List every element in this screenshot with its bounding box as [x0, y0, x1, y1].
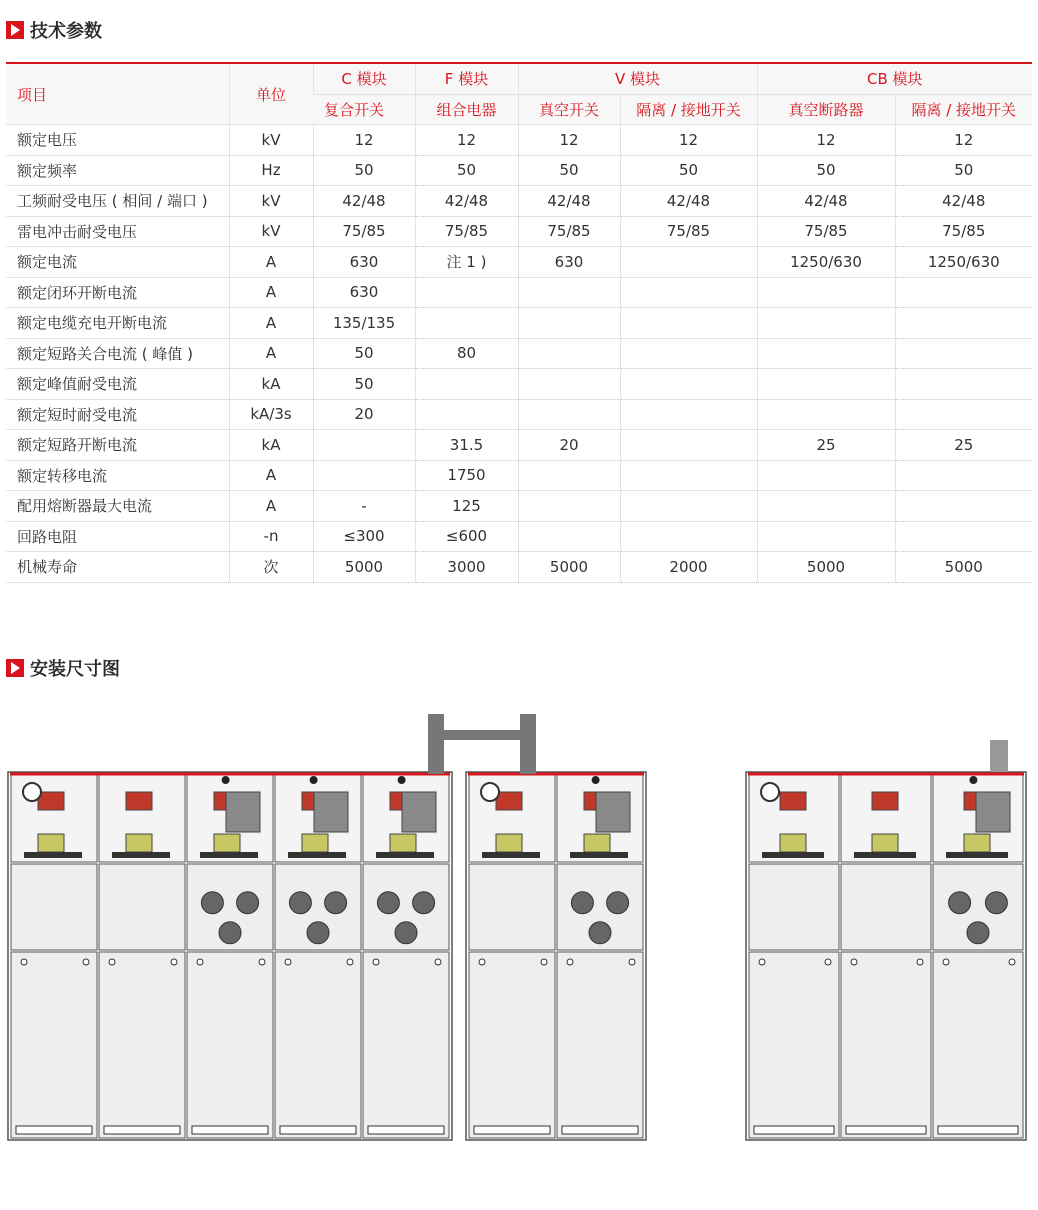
cell-value: 630: [313, 247, 415, 278]
indicator-block: [302, 834, 328, 852]
cell-value: [518, 521, 620, 552]
table-row: [6, 399, 1032, 430]
table-row: [6, 460, 1032, 491]
header-item: 项目: [6, 63, 229, 125]
cell-value: 50: [518, 155, 620, 186]
cell-value: [415, 369, 518, 400]
cell-value: 75/85: [895, 216, 1032, 247]
cell-value: [313, 460, 415, 491]
fuse-knob: [219, 922, 241, 944]
cell-unit: kA: [229, 369, 313, 400]
status-lamp: [310, 776, 318, 784]
table-row: [6, 277, 1032, 308]
cell-item: 回路电阻: [6, 521, 229, 552]
cell-value: [518, 338, 620, 369]
cell-value: [757, 521, 895, 552]
cell-item: 雷电冲击耐受电压: [6, 216, 229, 247]
cell-value: 12: [518, 125, 620, 156]
screw: [567, 959, 573, 965]
base-bar: [938, 1126, 1018, 1134]
cell-item: 额定转移电流: [6, 460, 229, 491]
header-sub: 真空断路器: [757, 94, 895, 125]
panel-door: [363, 952, 449, 1138]
cell-value: 12: [415, 125, 518, 156]
indicator-block: [38, 834, 64, 852]
cell-value: 12: [620, 125, 757, 156]
cell-value: 5000: [757, 552, 895, 583]
cell-item: 额定短时耐受电流: [6, 399, 229, 430]
terminal-strip: [112, 852, 170, 858]
cell-value: 135/135: [313, 308, 415, 339]
cell-value: [620, 277, 757, 308]
fuse-knob: [377, 892, 399, 914]
status-lamp: [398, 776, 406, 784]
indicator-block: [496, 834, 522, 852]
cell-value: [620, 491, 757, 522]
header-unit: 单位: [229, 63, 313, 125]
indicator-block: [126, 834, 152, 852]
cell-item: 工频耐受电压 ( 相间 / 端口 ): [6, 186, 229, 217]
cell-value: 注 1 ): [415, 247, 518, 278]
screw: [373, 959, 379, 965]
indicator-block: [780, 792, 806, 810]
cell-value: [620, 247, 757, 278]
cell-value: [895, 460, 1032, 491]
cell-unit: kV: [229, 186, 313, 217]
cell-value: 630: [313, 277, 415, 308]
cell-unit: A: [229, 460, 313, 491]
cell-value: 1750: [415, 460, 518, 491]
cell-item: 额定短路开断电流: [6, 430, 229, 461]
cell-value: [518, 369, 620, 400]
cell-value: 12: [895, 125, 1032, 156]
fuse-knob: [949, 892, 971, 914]
mechanism-block: [402, 792, 436, 832]
panel-door: [749, 952, 839, 1138]
terminal-strip: [200, 852, 258, 858]
cell-value: 50: [620, 155, 757, 186]
screw: [197, 959, 203, 965]
terminal-strip: [482, 852, 540, 858]
cell-value: -: [313, 491, 415, 522]
cell-value: [620, 308, 757, 339]
play-arrow-icon: [6, 21, 24, 39]
cell-value: 50: [313, 155, 415, 186]
cell-value: [518, 491, 620, 522]
panel-door: [99, 952, 185, 1138]
screw: [83, 959, 89, 965]
fuse-knob: [307, 922, 329, 944]
screw: [259, 959, 265, 965]
bushing-bridge: [440, 730, 524, 740]
panel-door: [469, 952, 555, 1138]
screw: [851, 959, 857, 965]
base-bar: [280, 1126, 356, 1134]
section-title-dimensions: [6, 656, 120, 680]
cell-item: 配用熔断器最大电流: [6, 491, 229, 522]
cell-value: 75/85: [620, 216, 757, 247]
cell-value: 50: [895, 155, 1032, 186]
fuse-knob: [325, 892, 347, 914]
cell-value: [620, 338, 757, 369]
header-sub: 真空开关: [518, 94, 620, 125]
cell-unit: kA/3s: [229, 399, 313, 430]
fuse-knob: [413, 892, 435, 914]
cell-item: 额定频率: [6, 155, 229, 186]
cell-value: 42/48: [518, 186, 620, 217]
table-row: [6, 125, 1032, 156]
header-sub: 隔离 / 接地开关: [620, 94, 757, 125]
cell-value: [895, 521, 1032, 552]
cell-value: [757, 460, 895, 491]
base-bar: [368, 1126, 444, 1134]
cell-value: 20: [518, 430, 620, 461]
cell-value: 2000: [620, 552, 757, 583]
cell-value: 12: [313, 125, 415, 156]
base-bar: [562, 1126, 638, 1134]
screw: [435, 959, 441, 965]
terminal-strip: [288, 852, 346, 858]
cell-value: 42/48: [313, 186, 415, 217]
cell-unit: -n: [229, 521, 313, 552]
cell-item: 额定电压: [6, 125, 229, 156]
status-lamp: [222, 776, 230, 784]
cell-value: [895, 338, 1032, 369]
terminal-strip: [570, 852, 628, 858]
cell-value: [415, 399, 518, 430]
section-title-text: 技术参数: [30, 21, 102, 42]
table-row: [6, 552, 1032, 583]
fuse-knob: [607, 892, 629, 914]
screw: [21, 959, 27, 965]
terminal-strip: [762, 852, 824, 858]
header-sub: 隔离 / 接地开关: [895, 94, 1032, 125]
header-sub: 组合电器: [415, 94, 518, 125]
indicator-block: [780, 834, 806, 852]
cell-value: [895, 399, 1032, 430]
cell-value: 42/48: [415, 186, 518, 217]
meter-icon: [481, 783, 499, 801]
table-row: [6, 186, 1032, 217]
fuse-knob: [289, 892, 311, 914]
indicator-block: [584, 834, 610, 852]
terminal-strip: [854, 852, 916, 858]
screw: [171, 959, 177, 965]
cell-value: [895, 308, 1032, 339]
cell-value: [895, 491, 1032, 522]
cell-value: 50: [313, 369, 415, 400]
screw: [917, 959, 923, 965]
base-bar: [16, 1126, 92, 1134]
screw: [109, 959, 115, 965]
cell-value: [757, 491, 895, 522]
panel-middle: [749, 864, 839, 950]
indicator-block: [38, 792, 64, 810]
screw: [759, 959, 765, 965]
cell-value: 5000: [518, 552, 620, 583]
meter-icon: [761, 783, 779, 801]
screw: [1009, 959, 1015, 965]
base-bar: [192, 1126, 268, 1134]
panel-middle: [841, 864, 931, 950]
cell-value: [620, 369, 757, 400]
cell-value: [757, 369, 895, 400]
mechanism-block: [596, 792, 630, 832]
table-body: [6, 125, 1032, 583]
fuse-knob: [589, 922, 611, 944]
cell-value: 125: [415, 491, 518, 522]
cell-unit: A: [229, 338, 313, 369]
cell-unit: kA: [229, 430, 313, 461]
top-cap: [990, 740, 1008, 772]
cell-unit: A: [229, 277, 313, 308]
fuse-knob: [985, 892, 1007, 914]
terminal-strip: [946, 852, 1008, 858]
cell-value: [895, 369, 1032, 400]
terminal-strip: [24, 852, 82, 858]
cell-value: [518, 399, 620, 430]
cell-value: 42/48: [757, 186, 895, 217]
fuse-knob: [395, 922, 417, 944]
table-row: [6, 247, 1032, 278]
cell-value: ≤600: [415, 521, 518, 552]
indicator-block: [964, 834, 990, 852]
table-row: [6, 369, 1032, 400]
status-lamp: [592, 776, 600, 784]
fuse-knob: [201, 892, 223, 914]
cell-item: 额定闭环开断电流: [6, 277, 229, 308]
screw: [479, 959, 485, 965]
cell-value: 1250/630: [757, 247, 895, 278]
base-bar: [474, 1126, 550, 1134]
cell-value: 50: [415, 155, 518, 186]
cell-value: 1250/630: [895, 247, 1032, 278]
header-group-c: C 模块: [313, 63, 415, 94]
header-group-v: V 模块: [518, 63, 757, 94]
base-bar: [754, 1126, 834, 1134]
indicator-block: [214, 834, 240, 852]
bushing-left: [428, 714, 444, 774]
cell-value: 75/85: [757, 216, 895, 247]
header-group-cb: CB 模块: [757, 63, 1032, 94]
installation-dimension-diagram: [0, 700, 1038, 1160]
fuse-knob: [571, 892, 593, 914]
bushing-right: [520, 714, 536, 774]
panel-door: [557, 952, 643, 1138]
cell-value: 75/85: [313, 216, 415, 247]
header-group-f: F 模块: [415, 63, 518, 94]
cell-value: 12: [757, 125, 895, 156]
cell-unit: 次: [229, 552, 313, 583]
base-bar: [846, 1126, 926, 1134]
cell-value: [895, 277, 1032, 308]
table-row: [6, 491, 1032, 522]
cell-value: [620, 430, 757, 461]
cell-value: [620, 521, 757, 552]
panel-door: [11, 952, 97, 1138]
screw: [825, 959, 831, 965]
screw: [285, 959, 291, 965]
panel-door: [933, 952, 1023, 1138]
cell-value: [757, 399, 895, 430]
cell-value: [415, 308, 518, 339]
cell-value: 75/85: [415, 216, 518, 247]
table-row: [6, 155, 1032, 186]
screw: [629, 959, 635, 965]
panel-door: [841, 952, 931, 1138]
cell-value: 50: [757, 155, 895, 186]
indicator-block: [126, 792, 152, 810]
cell-value: [620, 399, 757, 430]
cell-value: [518, 460, 620, 491]
cell-value: 20: [313, 399, 415, 430]
cell-value: 42/48: [895, 186, 1032, 217]
cell-value: 31.5: [415, 430, 518, 461]
cell-value: [313, 430, 415, 461]
indicator-block: [390, 834, 416, 852]
cell-value: 75/85: [518, 216, 620, 247]
cell-unit: A: [229, 491, 313, 522]
indicator-block: [872, 792, 898, 810]
cell-value: 42/48: [620, 186, 757, 217]
terminal-strip: [376, 852, 434, 858]
panel-door: [275, 952, 361, 1138]
cell-value: [620, 460, 757, 491]
cell-value: 5000: [313, 552, 415, 583]
fuse-knob: [237, 892, 259, 914]
mechanism-block: [314, 792, 348, 832]
cell-unit: kV: [229, 216, 313, 247]
table-row: [6, 521, 1032, 552]
cell-unit: Hz: [229, 155, 313, 186]
section-title-text: 安装尺寸图: [30, 659, 120, 680]
cell-item: 额定峰值耐受电流: [6, 369, 229, 400]
panel-middle: [469, 864, 555, 950]
panel-middle: [99, 864, 185, 950]
cell-unit: kV: [229, 125, 313, 156]
cell-value: 630: [518, 247, 620, 278]
cell-value: [518, 308, 620, 339]
table-row: [6, 430, 1032, 461]
cell-value: 80: [415, 338, 518, 369]
cell-value: [415, 277, 518, 308]
cell-value: 3000: [415, 552, 518, 583]
cell-value: [757, 338, 895, 369]
cell-value: ≤300: [313, 521, 415, 552]
section-title-parameters: [6, 18, 102, 42]
cell-value: [757, 277, 895, 308]
indicator-block: [496, 792, 522, 810]
cell-item: 额定短路关合电流 ( 峰值 ): [6, 338, 229, 369]
cell-item: 额定电流: [6, 247, 229, 278]
cell-value: 25: [895, 430, 1032, 461]
cell-value: [757, 308, 895, 339]
panel-door: [187, 952, 273, 1138]
table-row: [6, 338, 1032, 369]
play-arrow-icon: [6, 659, 24, 677]
cell-value: 50: [313, 338, 415, 369]
header-sub: 复合开关: [313, 94, 415, 125]
base-bar: [104, 1126, 180, 1134]
cell-value: 25: [757, 430, 895, 461]
screw: [541, 959, 547, 965]
cell-item: 额定电缆充电开断电流: [6, 308, 229, 339]
cell-value: [518, 277, 620, 308]
parameters-table: [6, 62, 1032, 583]
mechanism-block: [976, 792, 1010, 832]
table-row: [6, 308, 1032, 339]
fuse-knob: [967, 922, 989, 944]
cell-value: 5000: [895, 552, 1032, 583]
table-row: [6, 216, 1032, 247]
meter-icon: [23, 783, 41, 801]
cell-unit: A: [229, 247, 313, 278]
screw: [943, 959, 949, 965]
status-lamp: [969, 776, 977, 784]
screw: [347, 959, 353, 965]
cell-item: 机械寿命: [6, 552, 229, 583]
indicator-block: [872, 834, 898, 852]
mechanism-block: [226, 792, 260, 832]
cell-unit: A: [229, 308, 313, 339]
panel-middle: [11, 864, 97, 950]
